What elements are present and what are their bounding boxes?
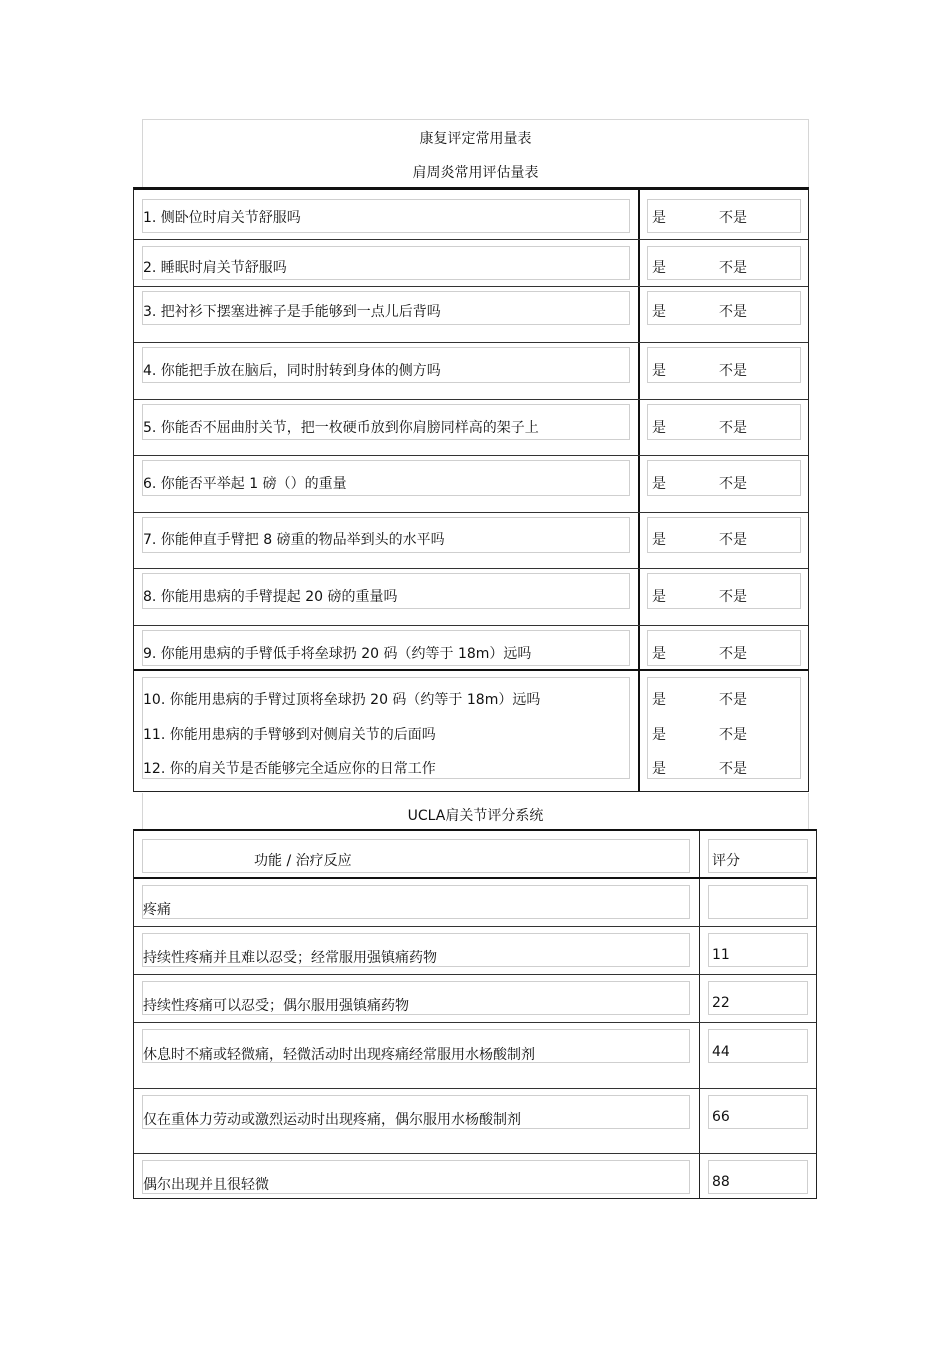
question-row xyxy=(134,400,808,456)
question-text: 6. 你能否平举起 1 磅（）的重量 xyxy=(143,476,347,492)
table-row xyxy=(134,1023,816,1089)
question-text: 7. 你能伸直手臂把 8 磅重的物品举到头的水平吗 xyxy=(143,532,445,548)
answer-yes: 是 xyxy=(652,532,666,548)
question-text: 9. 你能用患病的手臂低手将垒球扔 20 码（约等于 18m）远吗 xyxy=(143,646,532,662)
row-text: 休息时不痛或轻微痛，轻微活动时出现疼痛经常服用水杨酸制剂 xyxy=(143,1047,535,1063)
row-text: 持续性疼痛可以忍受；偶尔服用强镇痛药物 xyxy=(143,998,409,1014)
answer-no: 不是 xyxy=(719,532,747,548)
row-score: 44 xyxy=(712,1044,730,1060)
question-text: 12. 你的肩关节是否能够完全适应你的日常工作 xyxy=(143,761,436,777)
answer-no: 不是 xyxy=(719,761,747,777)
question-text: 10. 你能用患病的手臂过顶将垒球扔 20 码（约等于 18m）远吗 xyxy=(143,692,541,708)
answer-yes: 是 xyxy=(652,589,666,605)
question-row xyxy=(134,569,808,626)
question-row xyxy=(134,190,808,240)
answer-yes: 是 xyxy=(652,260,666,276)
question-text: 11. 你能用患病的手臂够到对侧肩关节的后面吗 xyxy=(143,727,436,743)
row-text: 持续性疼痛并且难以忍受；经常服用强镇痛药物 xyxy=(143,950,437,966)
question-row-group xyxy=(134,671,808,792)
table-header-row xyxy=(134,831,816,879)
text-cell xyxy=(142,885,690,919)
row-score: 88 xyxy=(712,1174,730,1190)
table-row xyxy=(134,927,816,975)
row-score: 66 xyxy=(712,1109,730,1125)
row-score: 22 xyxy=(712,995,730,1011)
scale-header xyxy=(142,119,809,188)
row-text: 仅在重体力劳动或激烈运动时出现疼痛，偶尔服用水杨酸制剂 xyxy=(143,1112,521,1128)
question-text: 8. 你能用患病的手臂提起 20 磅的重量吗 xyxy=(143,589,398,605)
row-score: 11 xyxy=(712,947,730,963)
question-text: 3. 把衬衫下摆塞进裤子是手能够到一点儿后背吗 xyxy=(143,304,441,320)
answer-no: 不是 xyxy=(719,260,747,276)
answer-yes: 是 xyxy=(652,727,666,743)
question-row xyxy=(134,240,808,287)
page-subtitle: 肩周炎常用评估量表 xyxy=(412,165,539,181)
question-row xyxy=(134,626,808,671)
answer-yes: 是 xyxy=(652,692,666,708)
score-cell xyxy=(708,885,808,919)
ucla-score-table xyxy=(133,829,817,1199)
answer-yes: 是 xyxy=(652,476,666,492)
answer-no: 不是 xyxy=(719,646,747,662)
table-row xyxy=(134,879,816,927)
question-row xyxy=(134,456,808,513)
row-text: 疼痛 xyxy=(143,902,171,918)
answer-yes: 是 xyxy=(652,761,666,777)
table-row xyxy=(134,1089,816,1154)
answer-no: 不是 xyxy=(719,304,747,320)
answer-yes: 是 xyxy=(652,420,666,436)
question-row xyxy=(134,287,808,343)
answer-yes: 是 xyxy=(652,304,666,320)
question-row xyxy=(134,513,808,569)
answer-no: 不是 xyxy=(719,589,747,605)
answer-no: 不是 xyxy=(719,692,747,708)
answer-no: 不是 xyxy=(719,363,747,379)
page-title: 康复评定常用量表 xyxy=(419,131,532,147)
shoulder-questionnaire-table xyxy=(133,187,809,792)
answer-no: 不是 xyxy=(719,210,747,226)
question-text: 1. 侧卧位时肩关节舒服吗 xyxy=(143,210,301,226)
answer-no: 不是 xyxy=(719,476,747,492)
ucla-title-box xyxy=(142,793,809,829)
column-header-score: 评分 xyxy=(712,853,740,869)
row-text: 偶尔出现并且很轻微 xyxy=(143,1177,269,1193)
question-text: 4. 你能把手放在脑后，同时肘转到身体的侧方吗 xyxy=(143,363,441,379)
answer-yes: 是 xyxy=(652,646,666,662)
ucla-title: UCLA肩关节评分系统 xyxy=(407,808,544,824)
header-cell xyxy=(142,839,690,873)
answer-no: 不是 xyxy=(719,727,747,743)
answer-no: 不是 xyxy=(719,420,747,436)
answer-yes: 是 xyxy=(652,210,666,226)
question-row xyxy=(134,343,808,400)
question-text: 2. 睡眠时肩关节舒服吗 xyxy=(143,260,287,276)
table-row xyxy=(134,975,816,1023)
column-header-function: 功能 / 治疗反应 xyxy=(254,853,352,869)
question-text: 5. 你能否不屈曲肘关节，把一枚硬币放到你肩膀同样高的架子上 xyxy=(143,420,539,436)
answer-yes: 是 xyxy=(652,363,666,379)
table-row xyxy=(134,1154,816,1199)
